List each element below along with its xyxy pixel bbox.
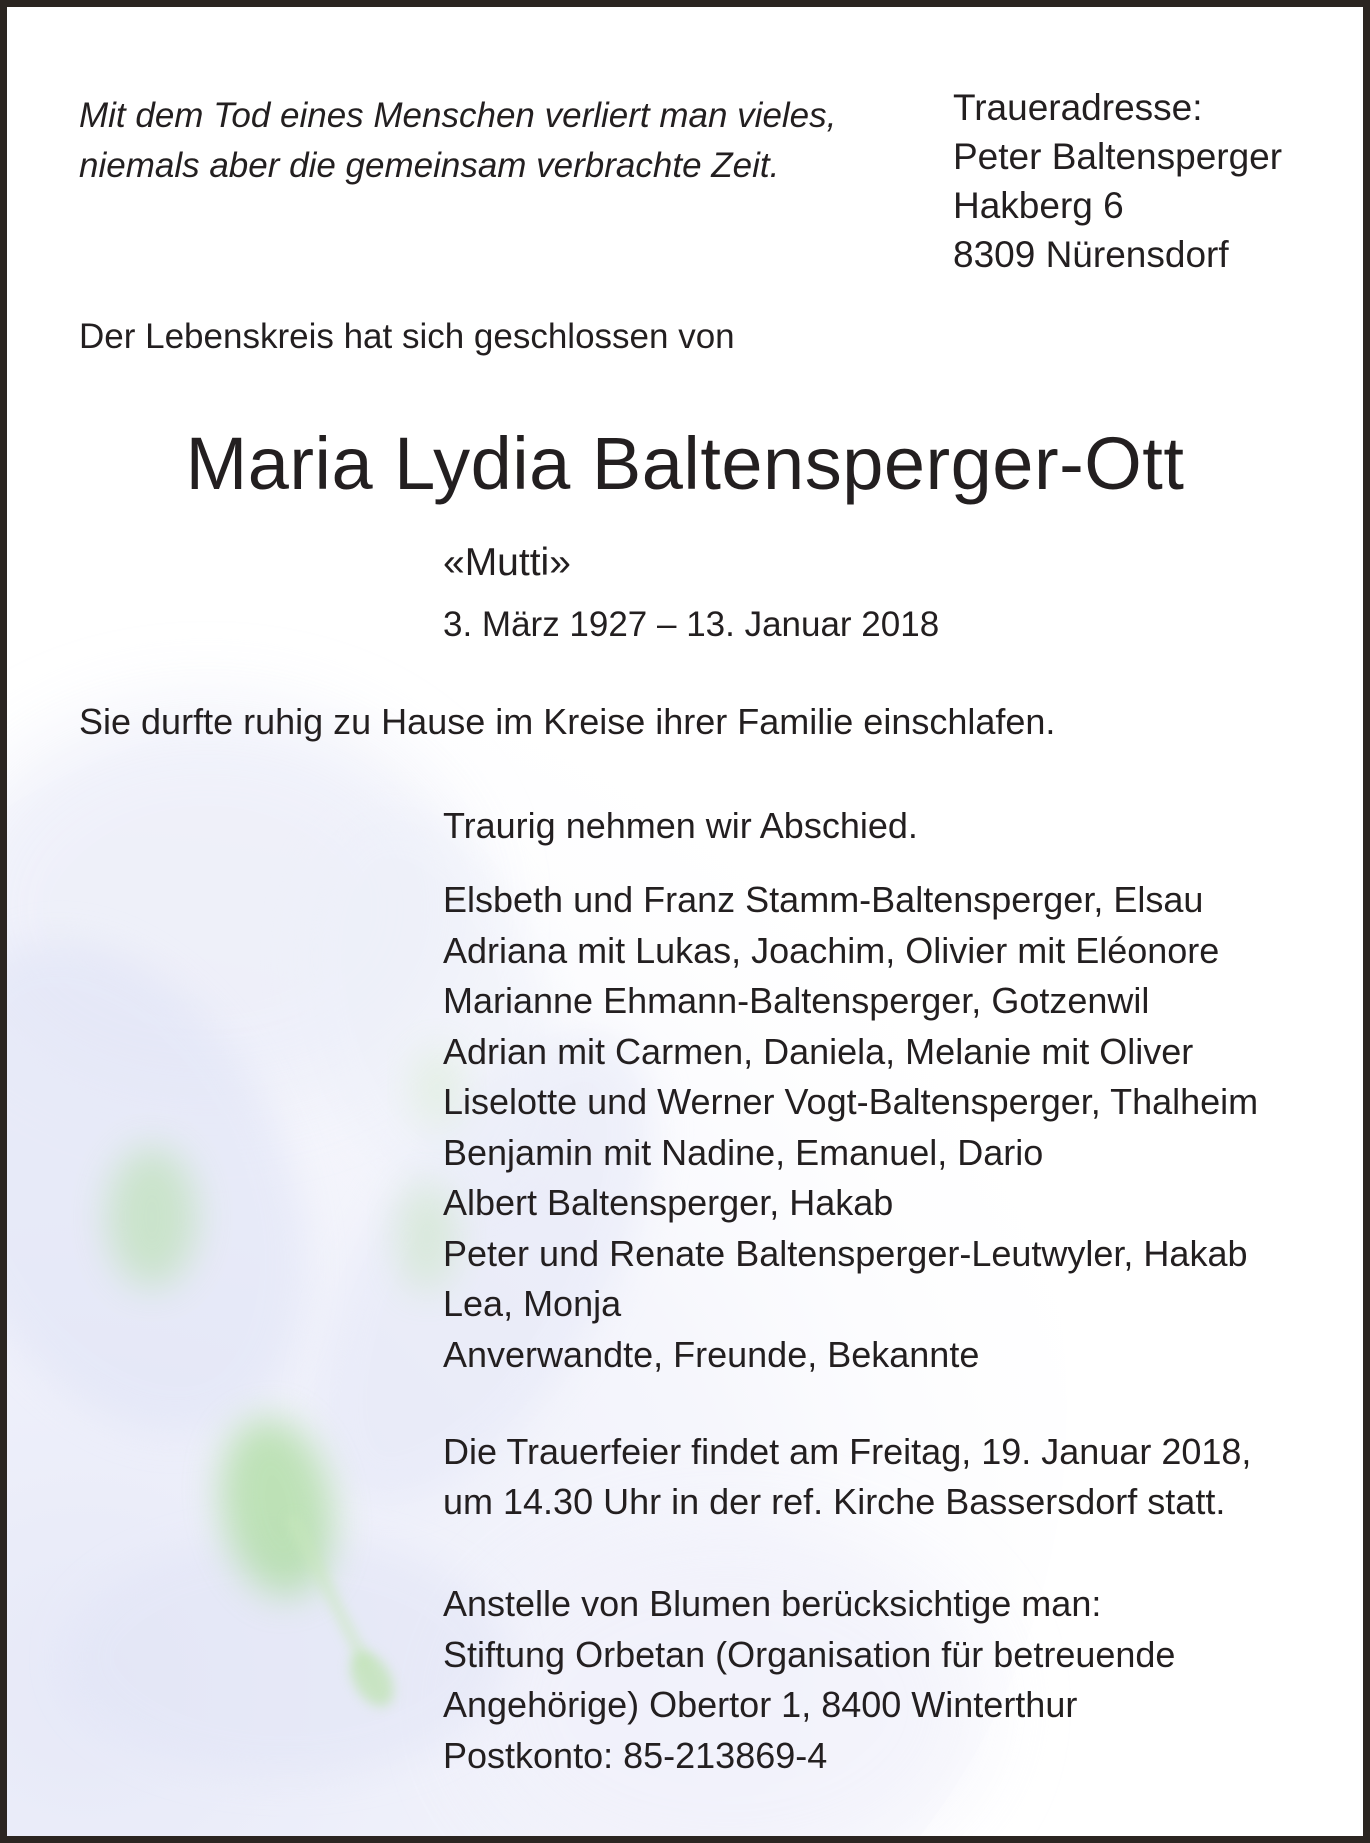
address-name: Peter Baltensperger [953, 136, 1283, 177]
address-city: 8309 Nürensdorf [953, 234, 1229, 275]
mourner-line: Anverwandte, Freunde, Bekannte [443, 1333, 980, 1375]
address-label: Traueradresse: [953, 87, 1203, 128]
donation-info [443, 1579, 1175, 1781]
mourner-line: Elsbeth und Franz Stamm-Baltensperger, Elsau [443, 879, 1204, 920]
mourner-line: Benjamin mit Nadine, Emanuel, Dario [443, 1131, 1044, 1173]
mourners-list [443, 875, 1258, 1380]
intro-line: Der Lebenskreis hat sich geschlossen von [79, 317, 735, 356]
mourner-line: Albert Baltensperger, Hakab [443, 1182, 894, 1223]
mourner-line: Peter und Renate Baltensperger-Leutwyler, Hakab [443, 1232, 1248, 1274]
postal-account: Postkonto: 85-213869-4 [443, 1734, 828, 1776]
donation-line: Anstelle von Blumen berücksichtige man: [443, 1583, 1102, 1624]
mourner-line: Liselotte und Werner Vogt-Baltensperger, Thalheim [443, 1081, 1259, 1122]
deceased-name: Maria Lydia Baltensperger-Ott [185, 422, 1185, 505]
mourner-line: Marianne Ehmann-Baltensperger, Gotzenwil [443, 980, 1150, 1021]
passing-statement: Sie durfte ruhig zu Hause im Kreise ihrer Familie einschlafen. [79, 701, 1056, 742]
opening-quote [79, 91, 836, 191]
mourner-line: Adriana mit Lukas, Joachim, Olivier mit Eléonore [443, 929, 1220, 971]
mourner-line: Adrian mit Carmen, Daniela, Melanie mit Oliver [443, 1030, 1194, 1072]
service-line: um 14.30 Uhr in der ref. Kirche Bassersdorf statt. [443, 1481, 1226, 1522]
donation-line: Stiftung Orbetan (Organisation für betreuende [443, 1633, 1176, 1675]
farewell-line: Traurig nehmen wir Abschied. [443, 805, 918, 846]
life-dates: 3. März 1927 – 13. Januar 2018 [443, 605, 940, 644]
donation-line: Angehörige) Obertor 1, 8400 Winterthur [443, 1684, 1078, 1725]
address-street: Hakberg 6 [953, 185, 1124, 226]
service-line: Die Trauerfeier findet am Freitag, 19. Januar 2018, [443, 1431, 1252, 1472]
quote-line: niemals aber die gemeinsam verbrachte Zeit. [79, 146, 780, 185]
mourning-address [953, 83, 1282, 279]
quote-line: Mit dem Tod eines Menschen verliert man vieles, [79, 96, 837, 135]
deceased-nickname: «Mutti» [443, 541, 571, 584]
mourner-line: Lea, Monja [443, 1283, 622, 1324]
funeral-service-info [443, 1427, 1251, 1527]
